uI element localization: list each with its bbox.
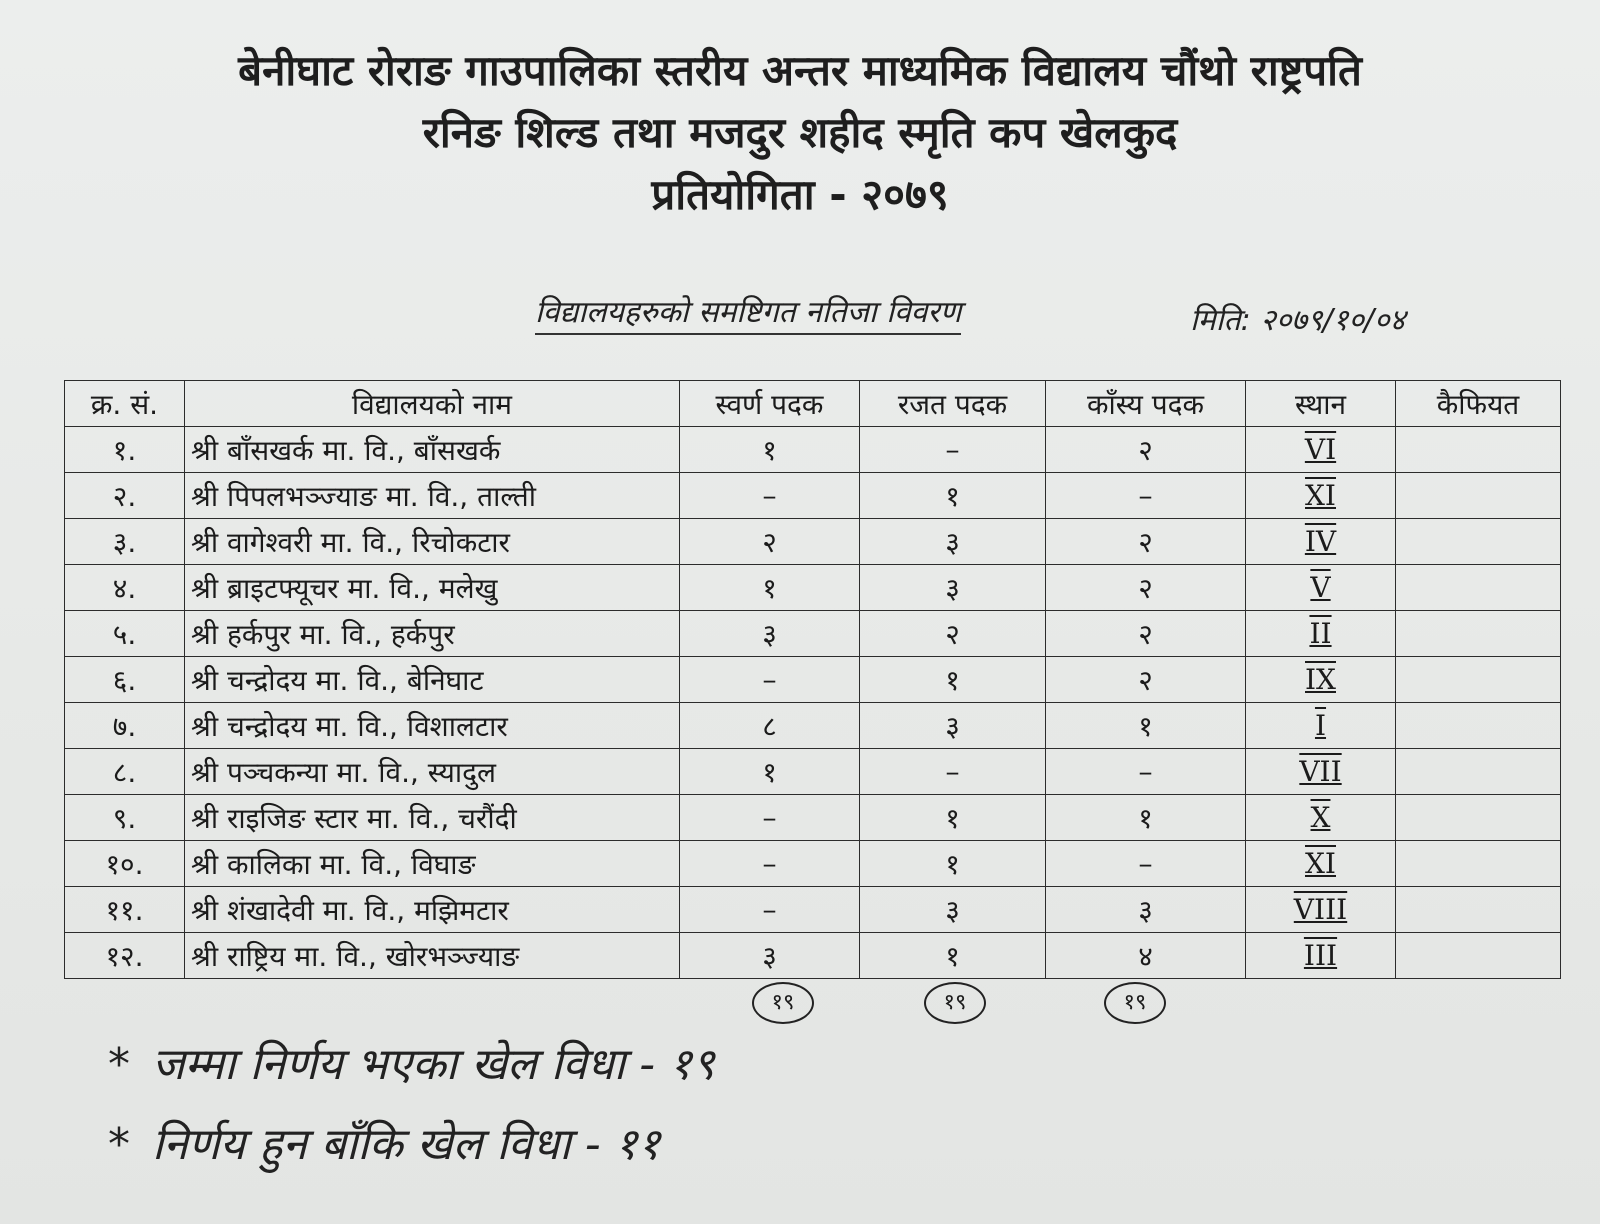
remarks-cell <box>1396 657 1561 703</box>
remarks-cell <box>1396 427 1561 473</box>
rank-cell: VIII <box>1246 887 1396 933</box>
gold-cell: १ <box>680 749 860 795</box>
silver-cell: १ <box>860 473 1046 519</box>
gold-cell: १ <box>680 565 860 611</box>
bronze-cell: २ <box>1046 427 1246 473</box>
gold-cell: ३ <box>680 933 860 979</box>
header-serial: क्र. सं. <box>65 381 185 427</box>
remarks-cell <box>1396 473 1561 519</box>
table-subtitle: विद्यालयहरुको समष्टिगत नतिजा विवरण <box>535 290 961 335</box>
table-row <box>65 841 1561 887</box>
rank-cell: IX <box>1246 657 1396 703</box>
school-name-cell: श्री शंखादेवी मा. वि., मझिमटार <box>185 887 680 933</box>
silver-cell: १ <box>860 795 1046 841</box>
note-remaining-games <box>108 1112 660 1172</box>
school-name-cell: श्री पिपलभञ्ज्याङ मा. वि., ताल्ती <box>185 473 680 519</box>
header-bronze: काँस्य पदक <box>1046 381 1246 427</box>
table-row <box>65 703 1561 749</box>
gold-cell: – <box>680 795 860 841</box>
table-header-row <box>65 381 1561 427</box>
school-name-cell: श्री चन्द्रोदय मा. वि., बेनिघाट <box>185 657 680 703</box>
note-text: जम्मा निर्णय भएका खेल विधा - १९ <box>152 1039 715 1090</box>
serial-cell: २. <box>65 473 185 519</box>
rank-cell: XI <box>1246 841 1396 887</box>
table-row <box>65 887 1561 933</box>
school-name-cell: श्री बाँसखर्क मा. वि., बाँसखर्क <box>185 427 680 473</box>
note-text: निर्णय हुन बाँकि खेल विधा - ११ <box>152 1119 661 1170</box>
remarks-cell <box>1396 519 1561 565</box>
remarks-cell <box>1396 841 1561 887</box>
silver-cell: २ <box>860 611 1046 657</box>
bronze-cell: २ <box>1046 565 1246 611</box>
remarks-cell <box>1396 703 1561 749</box>
remarks-cell <box>1396 565 1561 611</box>
gold-total: १९ <box>752 982 814 1024</box>
school-name-cell: श्री चन्द्रोदय मा. वि., विशालटार <box>185 703 680 749</box>
school-name-cell: श्री कालिका मा. वि., विघाङ <box>185 841 680 887</box>
silver-cell: १ <box>860 933 1046 979</box>
table-row <box>65 933 1561 979</box>
school-name-cell: श्री राइजिङ स्टार मा. वि., चरौंदी <box>185 795 680 841</box>
serial-cell: १. <box>65 427 185 473</box>
header-gold: स्वर्ण पदक <box>680 381 860 427</box>
bronze-total: १९ <box>1104 982 1166 1024</box>
gold-cell: – <box>680 473 860 519</box>
bronze-cell: २ <box>1046 657 1246 703</box>
table-row <box>65 657 1561 703</box>
bronze-cell: २ <box>1046 519 1246 565</box>
rank-cell: VII <box>1246 749 1396 795</box>
rank-cell: IV <box>1246 519 1396 565</box>
silver-cell: – <box>860 749 1046 795</box>
table-row <box>65 427 1561 473</box>
table-row <box>65 611 1561 657</box>
bronze-cell: १ <box>1046 703 1246 749</box>
bronze-cell: २ <box>1046 611 1246 657</box>
silver-cell: ३ <box>860 565 1046 611</box>
medal-totals <box>0 978 1600 1028</box>
rank-cell: II <box>1246 611 1396 657</box>
rank-cell: VI <box>1246 427 1396 473</box>
serial-cell: ३. <box>65 519 185 565</box>
bronze-cell: १ <box>1046 795 1246 841</box>
serial-cell: ४. <box>65 565 185 611</box>
serial-cell: ९. <box>65 795 185 841</box>
rank-cell: III <box>1246 933 1396 979</box>
serial-cell: ८. <box>65 749 185 795</box>
gold-cell: ३ <box>680 611 860 657</box>
header-rank: स्थान <box>1246 381 1396 427</box>
bronze-cell: – <box>1046 473 1246 519</box>
remarks-cell <box>1396 611 1561 657</box>
table-row <box>65 795 1561 841</box>
serial-cell: ७. <box>65 703 185 749</box>
silver-cell: – <box>860 427 1046 473</box>
silver-cell: १ <box>860 841 1046 887</box>
document-date: मिति: २०७९/१०/०४ <box>1190 303 1406 338</box>
gold-cell: १ <box>680 427 860 473</box>
title-line-2: रनिङ शिल्ड तथा मजदुर शहीद स्मृति कप खेलकुद <box>422 108 1178 157</box>
serial-cell: १२. <box>65 933 185 979</box>
header-school-name: विद्यालयको नाम <box>185 381 680 427</box>
silver-total: १९ <box>924 982 986 1024</box>
document-title <box>0 40 1600 226</box>
gold-cell: – <box>680 657 860 703</box>
serial-cell: ५. <box>65 611 185 657</box>
silver-cell: ३ <box>860 887 1046 933</box>
gold-cell: – <box>680 887 860 933</box>
silver-cell: ३ <box>860 703 1046 749</box>
note-bullet: * <box>108 1039 130 1090</box>
title-line-3: प्रतियोगिता - २०७९ <box>651 170 949 219</box>
school-name-cell: श्री वागेश्वरी मा. वि., रिचोकटार <box>185 519 680 565</box>
table-row <box>65 473 1561 519</box>
rank-cell: I <box>1246 703 1396 749</box>
silver-cell: १ <box>860 657 1046 703</box>
serial-cell: ११. <box>65 887 185 933</box>
results-table <box>64 380 1561 979</box>
school-name-cell: श्री पञ्चकन्या मा. वि., स्यादुल <box>185 749 680 795</box>
remarks-cell <box>1396 749 1561 795</box>
remarks-cell <box>1396 933 1561 979</box>
header-silver: रजत पदक <box>860 381 1046 427</box>
remarks-cell <box>1396 795 1561 841</box>
remarks-cell <box>1396 887 1561 933</box>
note-bullet: * <box>108 1119 130 1170</box>
gold-cell: ८ <box>680 703 860 749</box>
table-row <box>65 565 1561 611</box>
school-name-cell: श्री राष्ट्रिय मा. वि., खोरभञ्ज्याङ <box>185 933 680 979</box>
rank-cell: X <box>1246 795 1396 841</box>
table-row <box>65 749 1561 795</box>
bronze-cell: – <box>1046 841 1246 887</box>
rank-cell: V <box>1246 565 1396 611</box>
bronze-cell: ३ <box>1046 887 1246 933</box>
rank-cell: XI <box>1246 473 1396 519</box>
school-name-cell: श्री हर्कपुर मा. वि., हर्कपुर <box>185 611 680 657</box>
title-line-1: बेनीघाट रोराङ गाउपालिका स्तरीय अन्तर माध्यमिक विद्यालय चौंथो राष्ट्रपति <box>238 46 1362 95</box>
note-decided-games <box>108 1032 715 1092</box>
gold-cell: – <box>680 841 860 887</box>
header-remarks: कैफियत <box>1396 381 1561 427</box>
gold-cell: २ <box>680 519 860 565</box>
table-body <box>65 427 1561 979</box>
serial-cell: ६. <box>65 657 185 703</box>
silver-cell: ३ <box>860 519 1046 565</box>
school-name-cell: श्री ब्राइटफ्यूचर मा. वि., मलेखु <box>185 565 680 611</box>
serial-cell: १०. <box>65 841 185 887</box>
table-row <box>65 519 1561 565</box>
bronze-cell: – <box>1046 749 1246 795</box>
bronze-cell: ४ <box>1046 933 1246 979</box>
